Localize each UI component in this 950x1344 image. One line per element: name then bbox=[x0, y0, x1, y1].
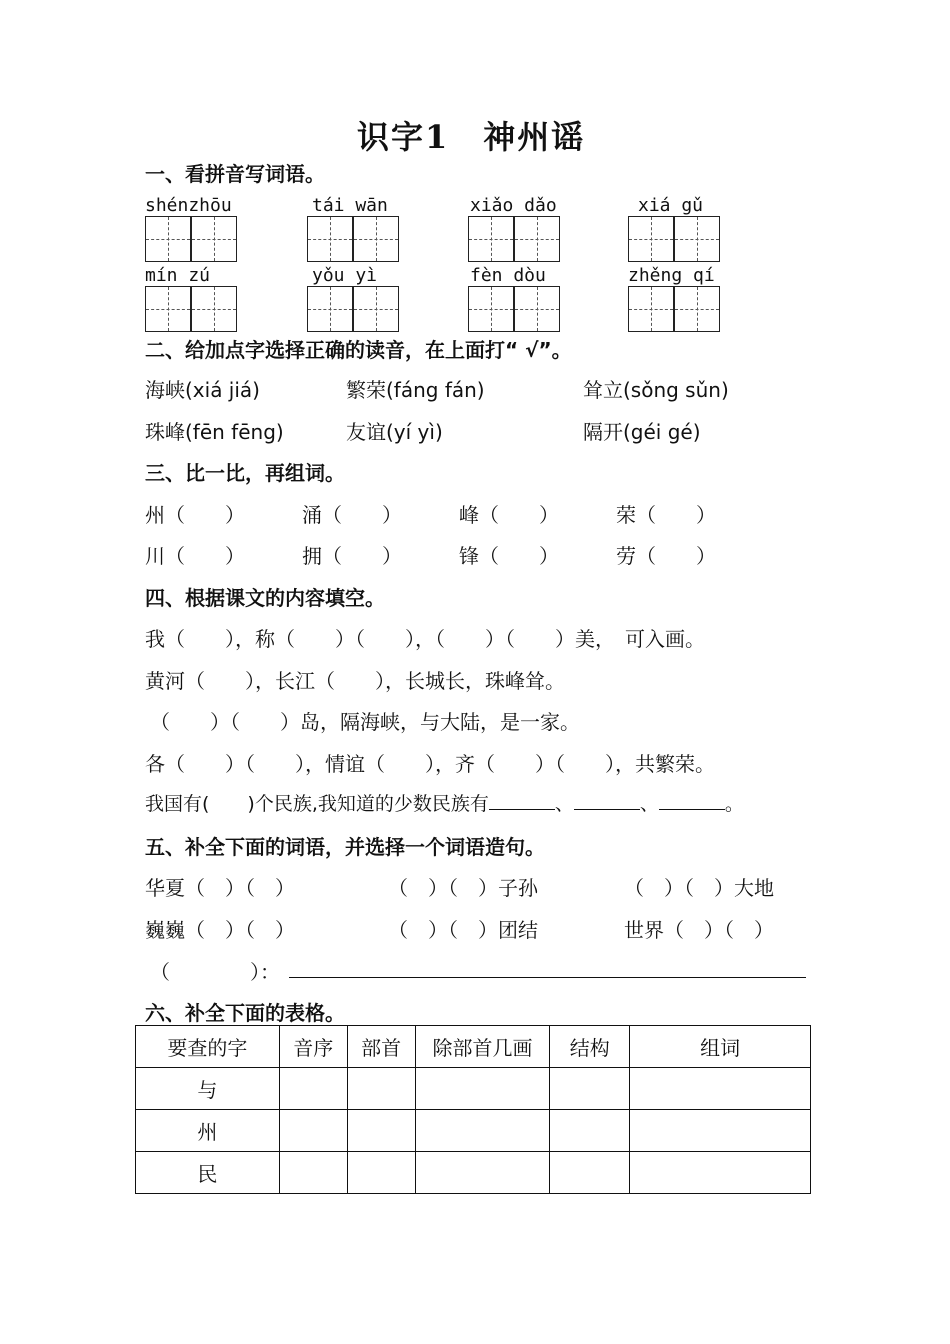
writing-box[interactable] bbox=[191, 216, 237, 262]
table-header-row bbox=[136, 1026, 811, 1068]
reading-choice[interactable]: 海峡(xiá jiá) bbox=[145, 378, 260, 402]
word-group-item[interactable]: 拥（ ） bbox=[302, 544, 402, 568]
phrase-item[interactable]: （ ）（ ）子孙 bbox=[388, 876, 538, 900]
pinyin-label: mín zú bbox=[145, 265, 211, 286]
section-1-heading: 一、看拼音写词语。 bbox=[145, 162, 325, 186]
writing-box[interactable] bbox=[468, 216, 514, 262]
writing-box[interactable] bbox=[307, 286, 353, 332]
reading-choice[interactable]: 耸立(sǒng sǔn) bbox=[583, 378, 729, 402]
table-answer-cell[interactable] bbox=[415, 1152, 550, 1194]
table-answer-cell[interactable] bbox=[279, 1068, 347, 1110]
separator: 、 bbox=[554, 793, 574, 815]
phrase-item[interactable]: 世界（ ）（ ） bbox=[624, 918, 774, 942]
writing-box[interactable] bbox=[674, 216, 720, 262]
answer-blank[interactable] bbox=[489, 791, 555, 810]
phrase-item[interactable]: （ ）（ ）团结 bbox=[388, 918, 538, 942]
table-answer-cell[interactable] bbox=[279, 1110, 347, 1152]
answer-blank[interactable] bbox=[659, 791, 725, 810]
fill-line[interactable]: 各（ ）（ ），情谊（ ），齐（ ）（ ），共繁荣。 bbox=[145, 752, 715, 776]
table-row bbox=[136, 1152, 811, 1194]
phrase-item[interactable]: 巍巍（ ）（ ） bbox=[145, 918, 295, 942]
line-end: 。 bbox=[724, 793, 744, 815]
table-header: 要查的字 bbox=[136, 1026, 280, 1068]
section-6-heading: 六、补全下面的表格。 bbox=[145, 1001, 345, 1025]
table-header: 结构 bbox=[550, 1026, 630, 1068]
section-5-heading: 五、补全下面的词语，并选择一个词语造句。 bbox=[145, 835, 545, 859]
table-answer-cell[interactable] bbox=[550, 1152, 630, 1194]
word-group-item[interactable]: 州（ ） bbox=[145, 503, 245, 527]
writing-box[interactable] bbox=[353, 286, 399, 332]
page-title: 识字1 神州谣 bbox=[357, 118, 586, 156]
fill-line[interactable]: 黄河（ ），长江（ ），长城长，珠峰耸。 bbox=[145, 669, 565, 693]
phrase-item[interactable]: 华夏（ ）（ ） bbox=[145, 876, 295, 900]
sentence-prefix[interactable]: （ ）： bbox=[150, 960, 280, 984]
fill-line[interactable]: （ ）（ ）岛，隔海峡，与大陆，是一家。 bbox=[150, 710, 580, 734]
writing-box[interactable] bbox=[628, 286, 674, 332]
word-group-item[interactable]: 劳（ ） bbox=[616, 544, 716, 568]
reading-choice[interactable]: 隔开(géi gé) bbox=[583, 420, 701, 444]
table-answer-cell[interactable] bbox=[550, 1110, 630, 1152]
table-answer-cell[interactable] bbox=[415, 1068, 550, 1110]
pinyin-label: yǒu yì bbox=[312, 265, 378, 286]
writing-box[interactable] bbox=[514, 216, 560, 262]
pinyin-label: shénzhōu bbox=[145, 195, 232, 216]
word-group-item[interactable]: 荣（ ） bbox=[616, 503, 716, 527]
writing-box[interactable] bbox=[307, 216, 353, 262]
table-answer-cell[interactable] bbox=[415, 1110, 550, 1152]
table-header: 音序 bbox=[279, 1026, 347, 1068]
writing-box[interactable] bbox=[353, 216, 399, 262]
pinyin-label: xiǎo dǎo bbox=[470, 195, 557, 216]
fill-line[interactable]: 我（ ），称（ ）（ ），（ ）（ ）美， 可入画。 bbox=[145, 627, 705, 651]
word-group-item[interactable]: 锋（ ） bbox=[459, 544, 559, 568]
table-char-cell: 州 bbox=[136, 1110, 280, 1152]
reading-choice[interactable]: 友谊(yí yì) bbox=[346, 420, 443, 444]
section-2-heading: 二、给加点字选择正确的读音，在上面打“ √”。 bbox=[145, 338, 572, 362]
reading-choice[interactable]: 繁荣(fáng fán) bbox=[346, 378, 485, 402]
table-answer-cell[interactable] bbox=[279, 1152, 347, 1194]
table-answer-cell[interactable] bbox=[630, 1152, 811, 1194]
lookup-table bbox=[135, 1025, 811, 1194]
pinyin-label: zhěng qí bbox=[628, 265, 715, 286]
table-char-cell: 与 bbox=[136, 1068, 280, 1110]
table-answer-cell[interactable] bbox=[347, 1152, 415, 1194]
pinyin-label: fèn dòu bbox=[470, 265, 546, 286]
table-answer-cell[interactable] bbox=[347, 1110, 415, 1152]
writing-box[interactable] bbox=[145, 286, 191, 332]
minorities-prefix: 我国有( )个民族,我知道的少数民族有 bbox=[145, 793, 489, 815]
table-header: 部首 bbox=[347, 1026, 415, 1068]
table-row bbox=[136, 1110, 811, 1152]
writing-box[interactable] bbox=[514, 286, 560, 332]
writing-box[interactable] bbox=[674, 286, 720, 332]
table-header: 除部首几画 bbox=[415, 1026, 550, 1068]
writing-box[interactable] bbox=[191, 286, 237, 332]
table-char-cell: 民 bbox=[136, 1152, 280, 1194]
pinyin-label: tái wān bbox=[312, 195, 388, 216]
table-answer-cell[interactable] bbox=[550, 1068, 630, 1110]
word-group-item[interactable]: 川（ ） bbox=[145, 544, 245, 568]
answer-blank[interactable] bbox=[574, 791, 640, 810]
section-4-heading: 四、根据课文的内容填空。 bbox=[145, 586, 385, 610]
writing-box[interactable] bbox=[628, 216, 674, 262]
section-3-heading: 三、比一比，再组词。 bbox=[145, 461, 345, 485]
separator: 、 bbox=[639, 793, 659, 815]
writing-box[interactable] bbox=[468, 286, 514, 332]
table-header: 组词 bbox=[630, 1026, 811, 1068]
word-group-item[interactable]: 峰（ ） bbox=[459, 503, 559, 527]
sentence-answer-line[interactable] bbox=[289, 977, 806, 978]
table-answer-cell[interactable] bbox=[630, 1068, 811, 1110]
phrase-item[interactable]: （ ）（ ）大地 bbox=[624, 876, 774, 900]
table-answer-cell[interactable] bbox=[347, 1068, 415, 1110]
fill-line-minorities[interactable] bbox=[145, 789, 744, 816]
word-group-item[interactable]: 涌（ ） bbox=[302, 503, 402, 527]
writing-box[interactable] bbox=[145, 216, 191, 262]
reading-choice[interactable]: 珠峰(fēn fēng) bbox=[145, 420, 284, 444]
pinyin-label: xiá gǔ bbox=[638, 195, 704, 216]
table-answer-cell[interactable] bbox=[630, 1110, 811, 1152]
table-row bbox=[136, 1068, 811, 1110]
